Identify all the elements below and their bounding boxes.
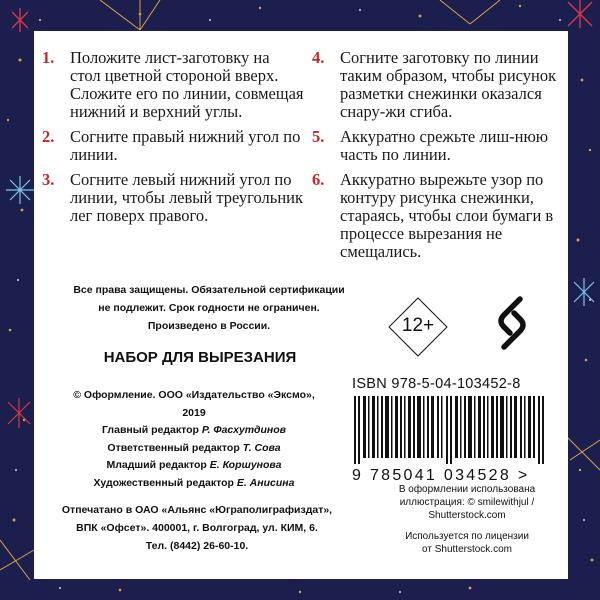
illustration-line: В оформлении использована bbox=[398, 484, 536, 495]
printer-line: ВПК «Офсет». 400001, г. Волгоград, ул. КИМ, 6. bbox=[76, 522, 318, 534]
eksmo-logo-icon bbox=[492, 293, 532, 353]
product-title: НАБОР ДЛЯ ВЫРЕЗАНИЯ bbox=[103, 349, 297, 366]
rights-notice bbox=[44, 281, 374, 335]
art-editor bbox=[44, 475, 344, 493]
step-1 bbox=[42, 49, 304, 121]
step-number: 6. bbox=[312, 170, 325, 189]
step-number: 5. bbox=[312, 127, 325, 146]
step-text: Согните правый нижний угол по линии. bbox=[70, 127, 301, 164]
age-rating-badge bbox=[386, 295, 450, 359]
printer-line: Отпечатано в ОАО «Альянс «Юграполиграфиздат», bbox=[61, 504, 333, 516]
step-6 bbox=[312, 171, 564, 261]
license-note bbox=[372, 530, 562, 556]
credits bbox=[44, 387, 344, 492]
junior-editor bbox=[44, 457, 344, 475]
illustration-credit bbox=[372, 483, 562, 564]
responsible-editor-label: Ответственный редактор bbox=[107, 441, 243, 454]
rights-line: не подлежит. Срок годности не ограничен. bbox=[98, 302, 320, 314]
step-text: Аккуратно срежьте лиш-нюю часть по линии. bbox=[340, 127, 549, 164]
instructions-right-column bbox=[312, 49, 564, 268]
chief-editor-label: Главный редактор bbox=[102, 424, 199, 436]
isbn-text: ISBN 978-5-04-103452-8 bbox=[352, 376, 521, 392]
responsible-editor-name: Т. Сова bbox=[242, 441, 281, 454]
illustration-line: Shutterstock.com bbox=[428, 510, 506, 521]
printer-info bbox=[42, 501, 352, 555]
barcode-digits: 9 785041 034528 > bbox=[352, 467, 530, 484]
instructions-left-column bbox=[42, 49, 304, 232]
chief-editor bbox=[44, 422, 344, 440]
design-line: © Оформление. ООО «Издательство «Эксмо», bbox=[73, 389, 315, 401]
step-number: 1. bbox=[42, 48, 55, 67]
illustration-attribution bbox=[372, 483, 562, 522]
junior-editor-name: Е. Коршунова bbox=[209, 459, 282, 471]
step-5 bbox=[312, 128, 564, 164]
illustration-line: иллюстрация: © smilewithjul / bbox=[399, 497, 535, 508]
license-line: от Shutterstock.com bbox=[422, 544, 512, 555]
step-text: Положите лист-заготовку на стол цветной стороной вверх. Сложите его по линии, совмещая нижний и верхний углы. bbox=[70, 48, 304, 121]
rights-line: Все права защищены. Обязательной сертификации bbox=[73, 284, 345, 296]
info-panel bbox=[34, 31, 568, 579]
responsible-editor bbox=[44, 440, 344, 458]
step-number: 2. bbox=[42, 127, 55, 146]
step-text: Аккуратно вырежьте узор по контуру рисунка снежинки, стараясь, чтобы слои бумаги в процессе вырезания не смещались. bbox=[340, 170, 554, 261]
step-2 bbox=[42, 128, 304, 164]
junior-editor-label: Младший редактор bbox=[106, 459, 207, 471]
step-number: 3. bbox=[42, 170, 55, 189]
license-line: Используется по лицензии bbox=[405, 531, 529, 542]
rights-line: Произведено в России. bbox=[147, 320, 271, 332]
age-rating-label: 12+ bbox=[401, 315, 435, 336]
art-editor-name: Е. Анисина bbox=[236, 476, 295, 489]
step-3 bbox=[42, 171, 304, 225]
printer-line: Тел. (8442) 26-60-10. bbox=[145, 540, 249, 552]
barcode bbox=[354, 396, 554, 464]
chief-editor-name: Р. Фасхутдинов bbox=[201, 424, 286, 436]
step-number: 4. bbox=[312, 48, 325, 67]
step-4 bbox=[312, 49, 564, 121]
art-editor-label: Художественный редактор bbox=[93, 476, 234, 489]
step-text: Согните заготовку по линии таким образом, чтобы рисунок разметки снежинки оказался снару-жи сгиба. bbox=[340, 48, 557, 121]
design-year: 2019 bbox=[182, 406, 206, 419]
step-text: Согните левый нижний угол по линии, чтобы левый треугольник лег поверх правого. bbox=[70, 170, 303, 225]
